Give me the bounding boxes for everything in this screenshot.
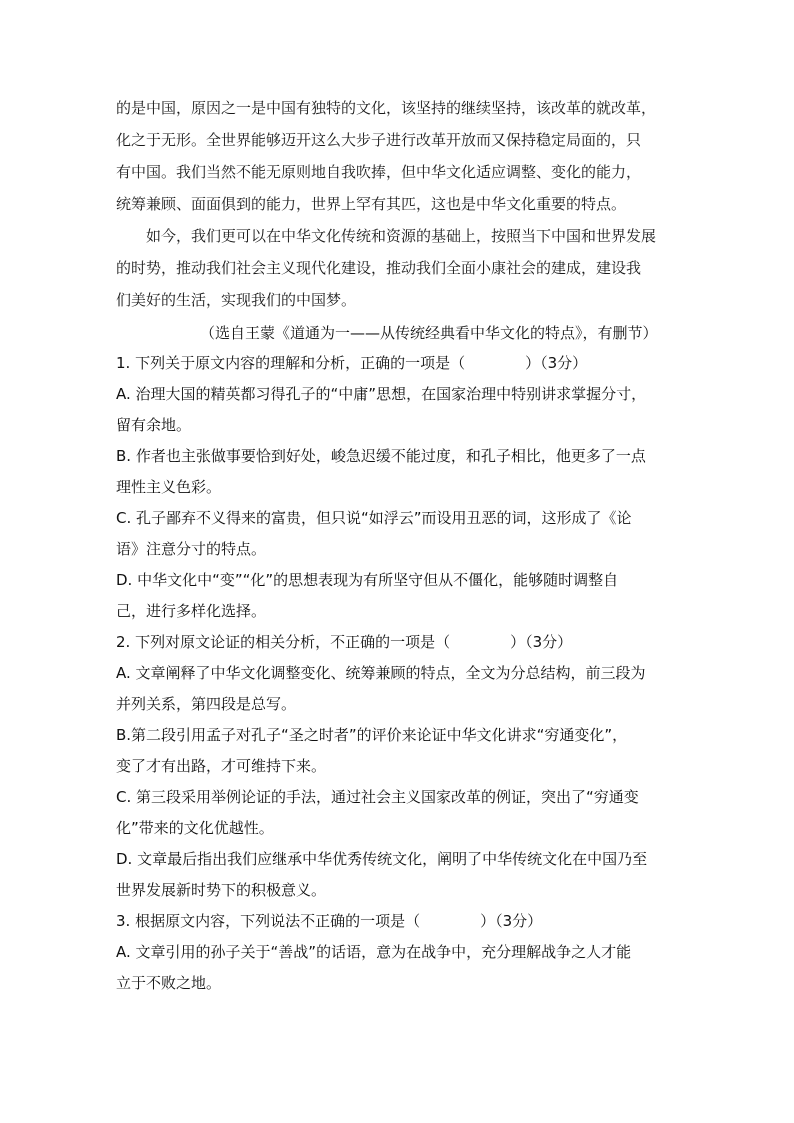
reading-passage bbox=[116, 92, 682, 316]
option-b-line: B. 作者也主张做事要恰到好处，峻急迟缓不能过度，和孔子相比，他更多了一点 bbox=[116, 447, 646, 465]
option-a-line: A. 文章阐释了中华文化调整变化、统筹兼顾的特点，全文为分总结构，前三段为 bbox=[116, 664, 646, 682]
option-c-line: C. 孔子鄙弃不义得来的富贵，但只说“如浮云”而设用丑恶的词，这形成了《论 bbox=[116, 509, 632, 527]
option-c-line: C. 第三段采用举例论证的手法，通过社会主义国家改革的例证，突出了“穷通变 bbox=[116, 788, 639, 806]
passage-line: 如今，我们更可以在中华文化传统和资源的基础上，按照当下中国和世界发展 bbox=[146, 227, 657, 245]
option-b-line: B.第二段引用孟子对孔子“圣之时者”的评价来论证中华文化讲求“穷通变化”， bbox=[116, 726, 628, 744]
question-3-stem: 3. 根据原文内容，下列说法不正确的一项是（ ）（3分） bbox=[116, 912, 543, 930]
option-d-line: D. 中华文化中“变”“化”的思想表现为有所坚守但从不僵化，能够随时调整自 bbox=[116, 571, 619, 589]
page-content bbox=[116, 92, 682, 999]
option-a-line: 立于不败之地。 bbox=[116, 974, 222, 992]
passage-line: 的是中国，原因之一是中国有独特的文化，该坚持的继续坚持，该改革的就改革， bbox=[116, 99, 657, 117]
option-a-line: A. 文章引用的孙子关于“善战”的话语，意为在战争中，充分理解战争之人才能 bbox=[116, 943, 632, 961]
passage-line: 们美好的生活，实现我们的中国梦。 bbox=[116, 291, 357, 309]
option-c-line: 化”带来的文化优越性。 bbox=[116, 819, 274, 837]
passage-line: 统筹兼顾、面面俱到的能力，世界上罕有其匹，这也是中华文化重要的特点。 bbox=[116, 195, 627, 213]
question-list bbox=[116, 348, 682, 999]
option-a-line: 并列关系，第四段是总写。 bbox=[116, 695, 297, 713]
passage-line: 化之于无形。全世界能够迈开这么大步子进行改革开放而又保持稳定局面的，只 bbox=[116, 131, 642, 149]
option-d-line: 己，进行多样化选择。 bbox=[116, 602, 267, 620]
passage-line: 的时势，推动我们社会主义现代化建设，推动我们全面小康社会的建成，建设我 bbox=[116, 259, 642, 277]
passage-source: （选自王蒙《道通为一——从传统经典看中华文化的特点》，有删节） bbox=[200, 324, 658, 342]
option-d-line: 世界发展新时势下的积极意义。 bbox=[116, 881, 327, 899]
question-2-stem: 2. 下列对原文论证的相关分析，不正确的一项是（ ）（3分） bbox=[116, 633, 573, 651]
option-b-line: 理性主义色彩。 bbox=[116, 478, 222, 496]
option-c-line: 语》注意分寸的特点。 bbox=[116, 540, 267, 558]
option-a-line: 留有余地。 bbox=[116, 416, 192, 434]
option-b-line: 变了才有出路，才可维持下来。 bbox=[116, 757, 327, 775]
passage-line: 有中国。我们当然不能无原则地自我吹捧，但中华文化适应调整、变化的能力， bbox=[116, 163, 642, 181]
question-1-stem: 1. 下列关于原文内容的理解和分析，正确的一项是（ ）（3分） bbox=[116, 354, 588, 372]
option-a-line: A. 治理大国的精英都习得孔子的“中庸”思想，在国家治理中特别讲求掌握分寸， bbox=[116, 385, 647, 403]
option-d-line: D. 文章最后指出我们应继承中华优秀传统文化，阐明了中华传统文化在中国乃至 bbox=[116, 850, 648, 868]
